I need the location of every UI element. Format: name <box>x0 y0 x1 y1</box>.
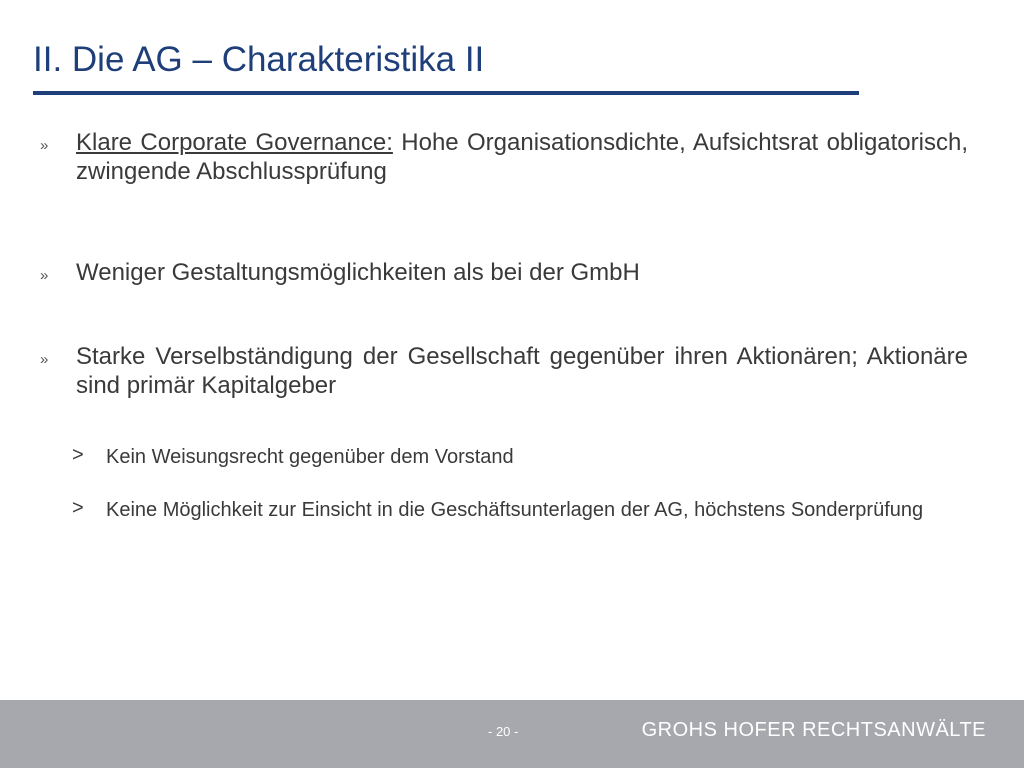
subbullet-marker: > <box>72 444 84 466</box>
bullet-marker: » <box>40 137 49 154</box>
subbullet-text: Kein Weisungsrecht gegenüber dem Vorstand <box>106 446 514 468</box>
subbullet-text: Keine Möglichkeit zur Einsicht in die Geschäftsunterlagen der AG, höchstens Sonderprüfung <box>106 499 924 521</box>
footer-bar <box>0 700 1024 768</box>
page-number: - 20 - <box>488 724 519 739</box>
bullet-underlined-text: Klare Corporate Governance: <box>76 129 393 156</box>
slide-title: II. Die AG – Charakteristika II <box>33 40 485 79</box>
bullet-gestaltung <box>40 258 968 287</box>
bullet-marker: » <box>40 351 49 368</box>
bullet-marker: » <box>40 267 49 284</box>
bullet-rest-text: Hohe Organisationsdichte, Aufsichtsrat obligatorisch, zwingende Abschlussprüfung <box>76 129 968 185</box>
bullet-corporate-governance <box>40 128 968 186</box>
bullet-text: Weniger Gestaltungsmöglichkeiten als bei der GmbH <box>76 259 640 286</box>
subbullet-einsicht <box>72 497 968 523</box>
subbullet-marker: > <box>72 497 84 519</box>
bullet-text: Starke Verselbständigung der Gesellschaft gegenüber ihren Aktionären; Aktionäre sind primär Kapitalgeber <box>76 343 968 399</box>
subbullet-weisungsrecht <box>72 444 968 470</box>
firm-logo-text: GROHS HOFER RECHTSANWÄLTE <box>641 719 986 741</box>
bullet-text <box>76 128 968 186</box>
bullet-verselbstaendigung <box>40 342 968 400</box>
